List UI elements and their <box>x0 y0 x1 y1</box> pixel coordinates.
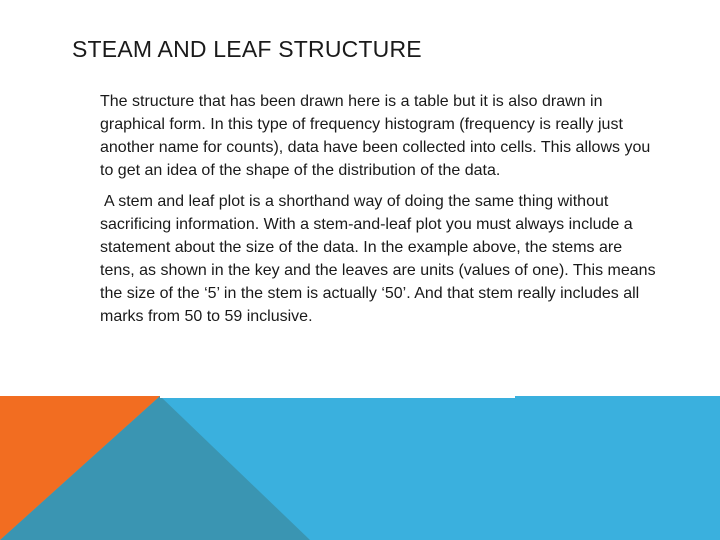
white-wedge <box>160 396 515 398</box>
paragraph-histogram: The structure that has been drawn here is a table but it is also drawn in graphical form. In this type of frequency histogram (frequency is really just another name for counts), data have been collected into cells. This allows you to get an idea of the shape of the distribution of the data. <box>100 93 651 179</box>
paragraph-stem-leaf: A stem and leaf plot is a shorthand way of doing the same thing without sacrificing information. With a stem-and-leaf plot you must always include a statement about the size of the data. In the example above, the stems are tens, as shown in the key and the leaves are units (values of one). This means the size of the ‘5’ in the stem is actually ‘50’. And that stem really includes all marks from 50 to 59 inclusive. <box>100 193 656 325</box>
slide-title: STEAM AND LEAF STRUCTURE <box>72 36 422 62</box>
